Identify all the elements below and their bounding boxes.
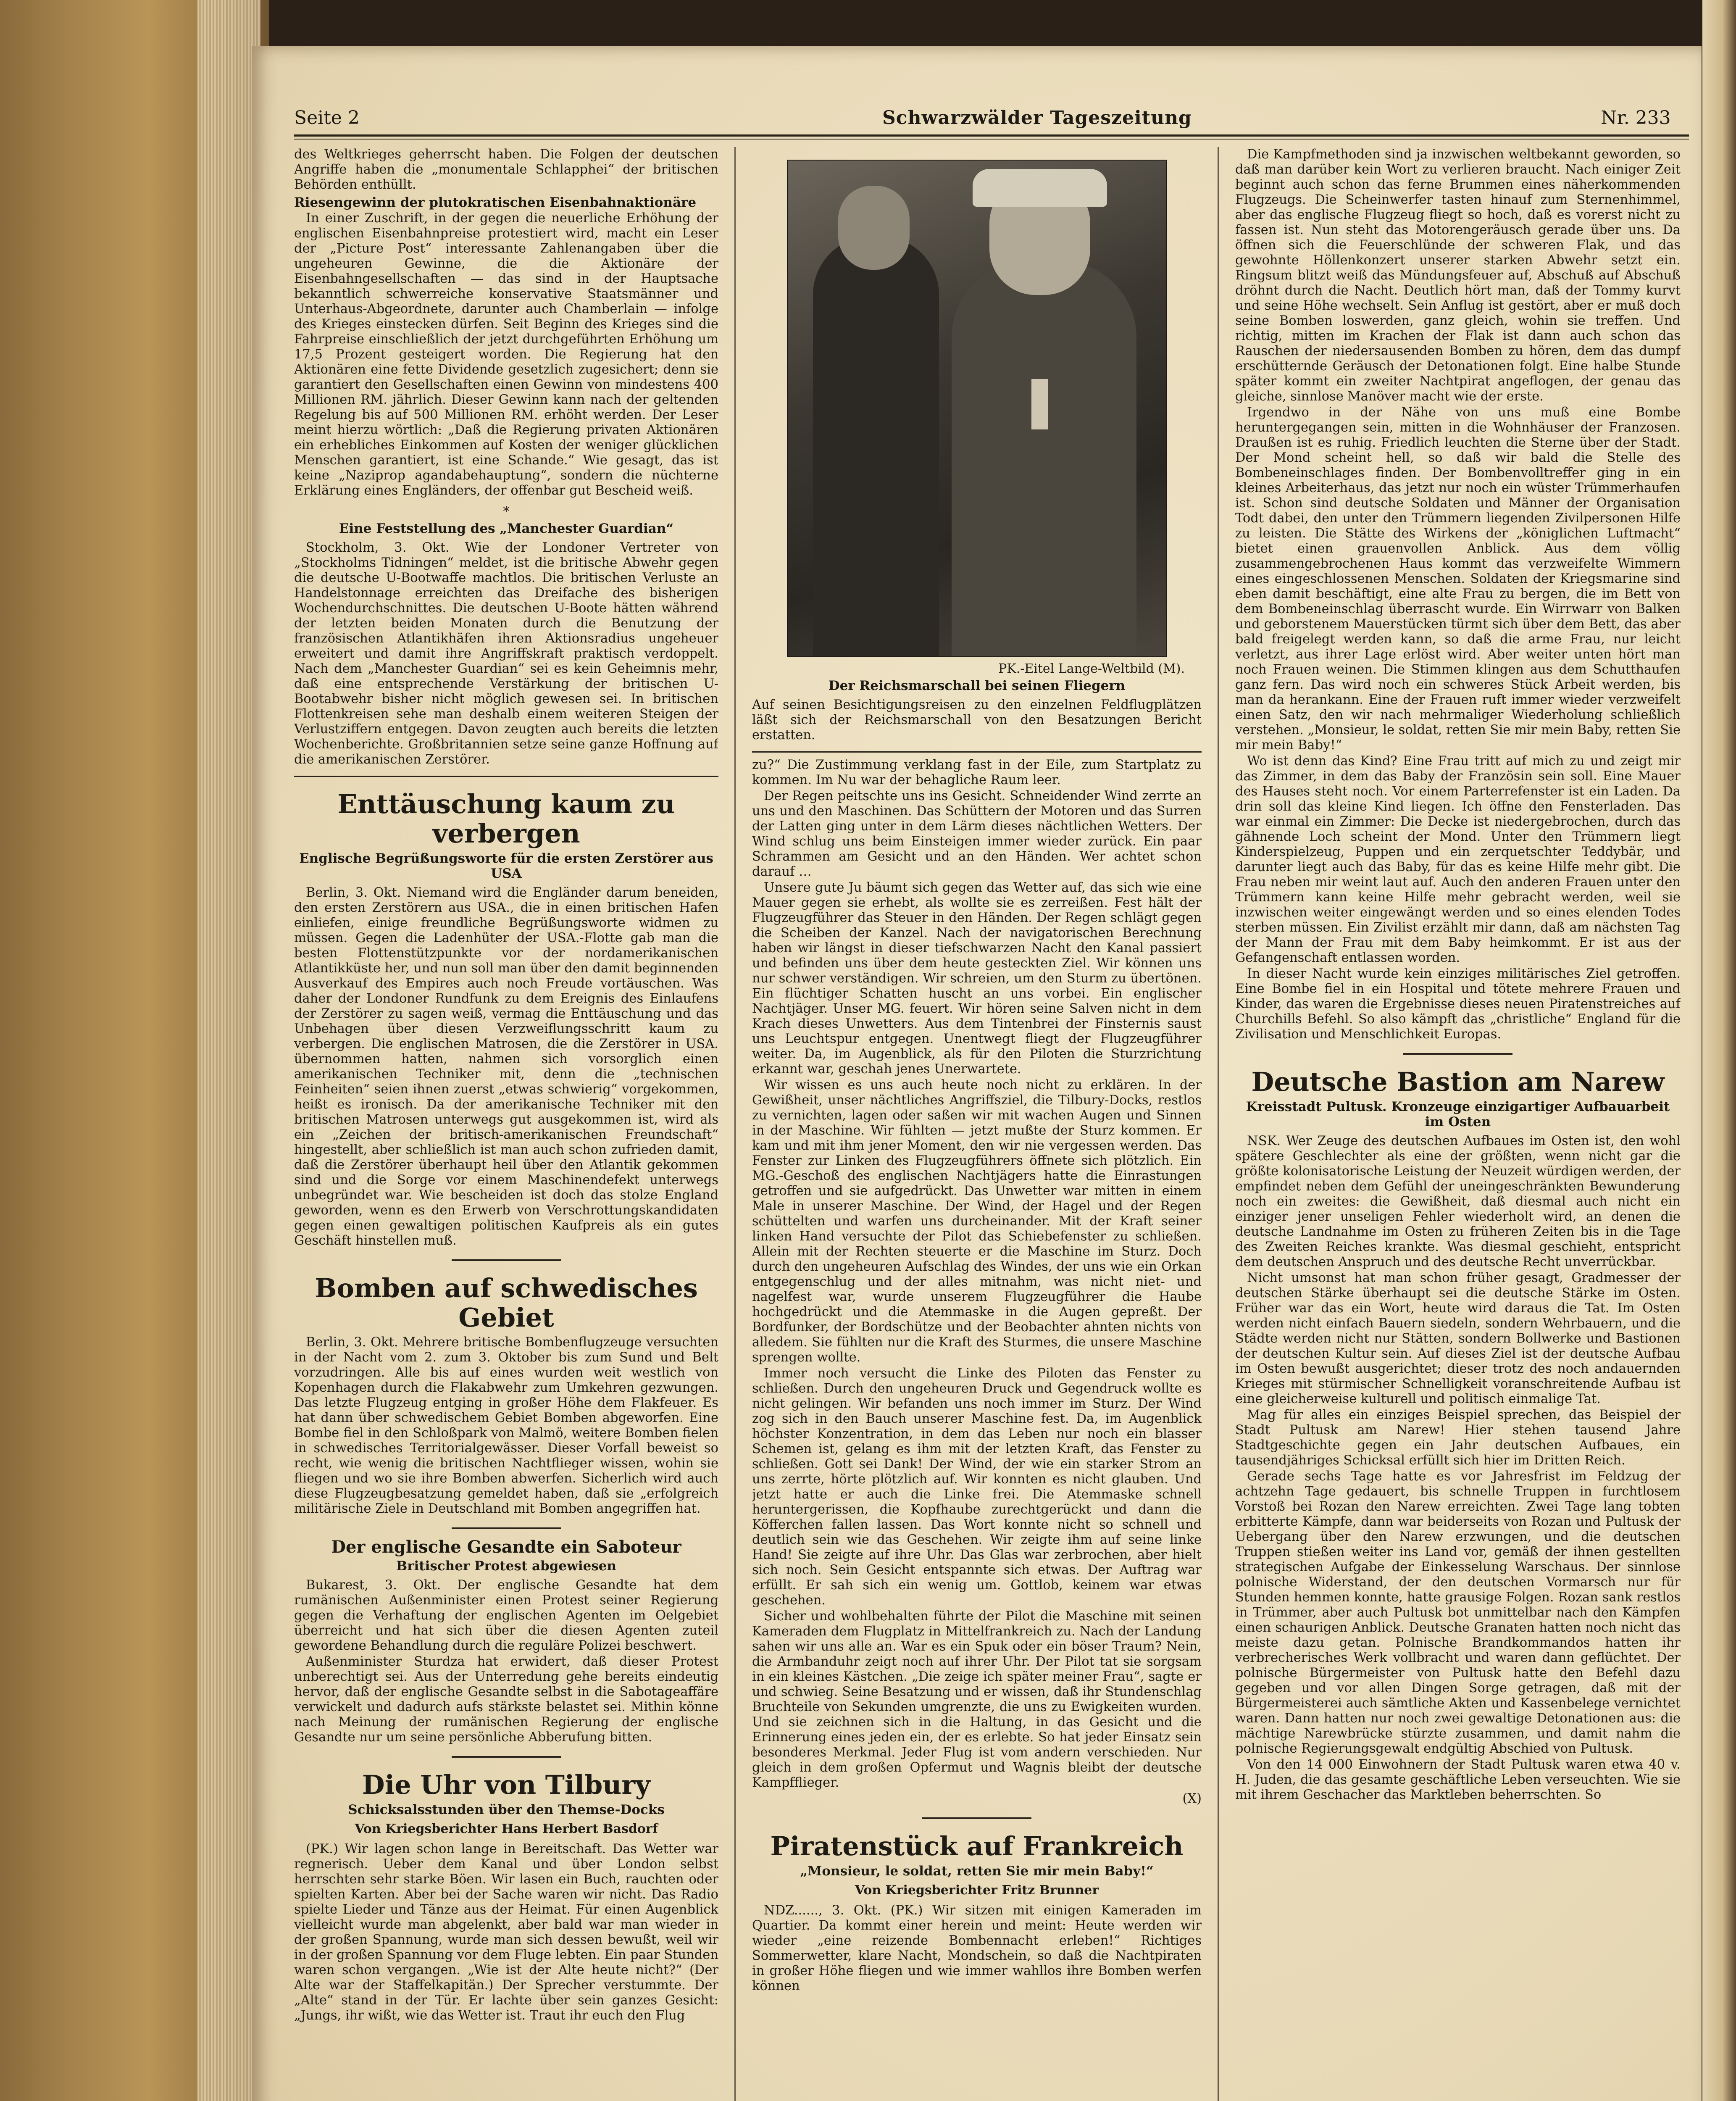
newspaper-title: Schwarzwälder Tageszeitung: [882, 107, 1192, 129]
article-text: Der Regen peitschte uns ins Gesicht. Schneidender Wind zerrte an uns und den Maschinen. Das Schüttern der Motoren und das Surren der Latten ging unter in dem Lärm dieses nächtlichen Wetters. Der Wind schlug uns beim Einsteigen immer wieder zurück. Ein paar Schrammen am Gesicht und an den Händen. Wer achtet schon darauf …: [752, 789, 1202, 879]
article-rule: [452, 1259, 561, 1261]
author-mark: (X): [1182, 1791, 1202, 1806]
article-text: Immer noch versucht die Linke des Piloten das Fenster zu schließen. Durch den ungeheuren Druck und Gegendruck wollte es nicht gelingen. Wir befanden uns noch immer im Sturz. Der Wind zog sich in den Bauch unserer Maschine fest. Da, im Augenblick höchster Konzentration, in dem das Leben nur noch ein blasser Schemen ist, gelang es ihm mit der letzten Kraft, das Fenster zu schließen. Gott sei Dank! Der Wind, der wie ein starker Strom an uns zerrte, hörte plötzlich auf. Wir konnten es nicht glauben. Und jetzt hatte er auch die Linke frei. Die Atemmaske schnell heruntergerissen, die Kopfhaube zurechtgerückt und dann die Köfferchen fallen lassen. Das Wort konnte nicht so schnell und deutlich sein wie das Geschehen. Wir zeigte ihm auf seine linke Hand! Sie zeigte auf ihre Uhr. Das Glas war zerbrochen, aber hielt sich noch. Sein Gesicht entspannte sich etwas. Der Auftrag war erfüllt. Er sah sich ein wenig um. Gottlob, keinem war etwas geschehen.: [752, 1366, 1202, 1608]
article-text: (PK.) Wir lagen schon lange in Bereitschaft. Das Wetter war regnerisch. Ueber dem Kanal und über London selbst herrschten sehr starke Böen. Wir lasen ein Buch, rauchten oder spielten Karten. Aber bei der Sache waren wir nicht. Das Radio spielte Lieder und Tänze aus der Heimat. Für einen Augenblick vielleicht wurde man abgelenkt, aber bald war man wieder in der großen Spannung, wurde man sich dessen bewußt, weil wir in der großen Spannung vor dem Fluge lebten. Ein paar Stunden waren schon vergangen. „Wie ist der Alte heute nicht?“ (Der Alte war der Staffelkapitän.) Der Sprecher verstummte. Der „Alte“ stand in der Tür. Er lachte über sein ganzes Gesicht: „Jungs, ihr wißt, wie das Wetter ist. Traut ihr euch den Flug: [294, 1842, 718, 2023]
column-middle: [752, 147, 1202, 2101]
article-rule: [452, 1756, 561, 1758]
column-divider: [1218, 147, 1219, 2101]
article-rule: [452, 1527, 561, 1529]
headline: Die Uhr von Tilbury: [362, 1769, 651, 1800]
article-text: In einer Zuschrift, in der gegen die neuerliche Erhöhung der englischen Eisenbahnpreise protestiert wird, macht ein Leser der „Picture Post“ interessante Zahlenangaben über die ungeheuren Gewinne, die die Aktionäre der Eisenbahngesellschaften — das sind in der Hauptsache bekanntlich schwerreiche konservative Staatsmänner und Unterhaus-Abgeordnete, darunter auch Chamberlain — infolge des Krieges einstecken dürfen. Seit Beginn des Krieges sind die Fahrpreise einschließlich der jetzt durchgeführten Erhöhung um 17,5 Prozent gesteigert worden. Die Regierung hat den Aktionären eine fette Dividende gesetzlich zugesichert; denn sie garantiert den Gesellschaften einen Gewinn von mindestens 400 Millionen RM. jährlich. Dieser Gewinn kann nach der geltenden Regelung bis auf 500 Millionen RM. erhöht werden. Der Leser meint hierzu wörtlich: „Daß die Regierung privaten Aktionären ein erhebliches Einkommen auf Kosten der weniger glücklichen Menschen garantiert, ist eine Schande.“ Wie gesagt, das ist keine „Naziprop agandabehauptung“, sondern die nüchterne Erklärung eines Engländers, der offenbar gut Bescheid weiß.: [294, 211, 718, 498]
headline: Deutsche Bastion am Narew: [1251, 1066, 1665, 1097]
article-text: Wo ist denn das Kind? Eine Frau tritt auf mich zu und zeigt mir das Zimmer, in dem das Baby der Französin sein soll. Eine Mauer des Hauses steht noch. Vor einem Parterrefenster ist ein Laden. Da drin soll das kleine Kind liegen. Ich öffne den Fensterladen. Das war einmal ein Zimmer: Die Decke ist niedergebrochen, durch das gähnende Loch scheint der Mond. Unter den Trümmern liegt Kinderspielzeug, Puppen und ein zerquetschter Teddybär, und darunter liegt auch das Baby, für das es keine Hilfe mehr gibt. Die Frau neben mir weint laut auf. Auch den anderen Frauen unter den Trümmern kann keine Hilfe mehr gebracht werden, weil sie inzwischen weiter eingewängt werden und so eines elenden Todes sterben müssen. Ein Zivilist erzählt mir dann, daß am nächsten Tag der Mann der Frau mit dem Baby heimkommt. Er ist aus der Gefangenschaft entlassen worden.: [1235, 754, 1681, 965]
subheading: Riesengewinn der plutokratischen Eisenbahnaktionäre: [294, 195, 697, 210]
headline: Piratenstück auf Frankreich: [770, 1831, 1184, 1861]
article-text: des Weltkrieges geherrscht haben. Die Folgen der deutschen Angriffe haben die „monumentale Schlapphei“ der britischen Behörden enthüllt.: [294, 147, 718, 192]
page-number: Seite 2: [294, 107, 360, 129]
article-text: zu?“ Die Zustimmung verklang fast in der Eile, zum Startplatz zu kommen. Im Nu war der behagliche Raum leer.: [752, 758, 1202, 787]
subheadline: Kreisstadt Pultusk. Kronzeuge einzigartiger Aufbauarbeit im Osten: [1246, 1099, 1670, 1129]
article-text: NDZ......, 3. Okt. (PK.) Wir sitzen mit einigen Kameraden im Quartier. Da kommt einer herein und meint: Heute werden wir wieder „eine reizende Bombennacht erleben!“ Richtiges Sommerwetter, klare Nacht, Mondschein, so daß die Nachtpiraten in großer Höhe fliegen und wie immer wahllos ihre Bomben werfen können: [752, 1903, 1202, 1993]
subheading: Eine Feststellung des „Manchester Guardian“: [339, 521, 674, 536]
article-text: NSK. Wer Zeuge des deutschen Aufbaues im Osten ist, den wohl spätere Geschlechter als eine der größten, wenn nicht gar die größte kolonisatorische Leistung der Neuzeit würdigen werden, der empfindet neben dem Gefühl der uneingeschränkten Bewunderung noch ein zweites: die Gewißheit, daß diesmal auch nicht ein einziger jener unseligen Fehler wiederholt wird, an denen die deutsche Landnahme im Osten zu früheren Zeiten bis in die Tage des Zweiten Reiches krankte. Was diesmal geschieht, entspricht dem deutschen Anspruch und des deutsche Recht unverrückbar.: [1235, 1134, 1681, 1269]
photo-figure-soldier: [813, 236, 939, 656]
photo-figure-head: [838, 186, 910, 270]
photo-cap: [973, 169, 1107, 207]
headline: Bomben auf schwedisches Gebiet: [315, 1273, 698, 1333]
byline: Von Kriegsberichter Fritz Brunner: [855, 1883, 1099, 1898]
article-text: Die Kampfmethoden sind ja inzwischen weltbekannt geworden, so daß man darüber kein Wort zu verlieren braucht. Nach einiger Zeit beginnt auch schon das ferne Brummen eines näherkommenden Flugzeugs. Die Scheinwerfer tasten hinauf zum Sternenhimmel, aber das englische Flugzeug fliegt so hoch, daß es vorerst nicht zu fassen ist. Nun steht das Motorengeräusch gerade über uns. Da öffnen sich die Feuerschlünde der schweren Flak, und das gewohnte Höllenkonzert unserer starken Abwehr setzt ein. Ringsum blitzt weiß das Mündungsfeuer auf, Abschuß auf Abschuß dröhnt durch die Nacht. Deutlich hört man, daß der Tommy kurvt und seine Höhe wechselt. Sein Anflug ist gestört, aber er muß doch seine Bomben loswerden, ganz gleich, wohin sie treffen. Und richtig, mitten im Krachen der Flak ist dann auch schon das Rauschen der niedersausenden Bomben zu hören, dem das dumpf erschütternde Geräusch der Detonationen folgt. Eine halbe Stunde später kommt ein zweiter Nachtpirat angeflogen, der genau das gleiche, sinnlose Manöver macht wie der erste.: [1235, 147, 1681, 404]
column-right: [1235, 147, 1681, 2101]
photo-medal: [1031, 379, 1048, 429]
article-text: Nicht umsonst hat man schon früher gesagt, Gradmesser der deutschen Stärke überhaupt sei die deutsche Stärke im Osten. Früher war das ein Wort, heute wird daraus die Tat. Im Osten werden nicht einfach Bauern siedeln, sondern Wehrbauern, und die Städte werden nicht nur Stätten, sondern Bollwerke und Bastionen der deutschen Kultur sein. Auf dieses Ziel ist der deutsche Aufbau im Osten bewußt ausgerichtet; dieser trotz des noch andauernden Krieges mit stürmischer Schnelligkeit voranschreitende Aufbau ist eine gleicherweise kulturell und politisch einmalige Tat.: [1235, 1271, 1681, 1406]
article-text: Mag für alles ein einziges Beispiel sprechen, das Beispiel der Stadt Pultusk am Narew! Hier stehen tausend Jahre Stadtgeschichte gegen ein Jahr deutschen Aufbaues, ein tausendjähriges Schicksal erfüllt sich hier im Dritten Reich.: [1235, 1408, 1681, 1468]
article-text: Außenminister Sturdza hat erwidert, daß dieser Protest unberechtigt sei. Aus der Unterredung gehe bereits eindeutig hervor, daß der englische Gesandte selbst in die Sabotageaffäre verwickelt und dadurch aufs stärkste belastet sei. Mithin könne nach Meinung der rumänischen Regierung der englische Gesandte nur um seine persönliche Abberufung bitten.: [294, 1654, 718, 1745]
issue-number: Nr. 233: [1601, 107, 1671, 129]
news-photo: [787, 160, 1167, 657]
headline: Enttäuschung kaum zu verbergen: [337, 789, 675, 849]
article-text: Bukarest, 3. Okt. Der englische Gesandte hat dem rumänischen Außenminister einen Protest seiner Regierung gegen die Verhaftung der englischen Agenten im Oelgebiet überreicht und hat sich über die diesen Agenten zuteil gewordene Behandlung durch die reguläre Polizei beschwert.: [294, 1578, 718, 1653]
article-rule: [922, 1817, 1031, 1819]
separator-star: *: [503, 504, 510, 519]
article-rule: [1403, 1053, 1512, 1055]
photo-caption: Der Reichsmarschall bei seinen Fliegern: [828, 678, 1126, 693]
subheadline: Britischer Protest abgewiesen: [396, 1559, 617, 1574]
article-text: Unsere gute Ju bäumt sich gegen das Wetter auf, das sich wie eine Mauer gegen sie erhebt, als wollte sie es zerreißen. Fest hält der Flugzeugführer das Steuer in den Händen. Der Regen schlägt gegen die Scheiben der Kanzel. Nach der navigatorischen Berechnung haben wir längst in dieser tiefschwarzen Nacht den Kanal passiert und befinden uns über dem heute gesteckten Ziel. Wir können uns nur schwer verständigen. Wir schreien, um den Sturm zu übertönen. Ein flüchtiger Schatten huscht an uns vorbei. Ein englischer Nachtjäger. Unser MG. feuert. Wir hören seine Salven nicht in dem Krach dieses Unwetters. Aus dem Tintenbrei der Finsternis saust uns Leuchtspur entgegen. Unentwegt fliegt der Flugzeugführer weiter. Da, im Augenblick, als für den Piloten die Sturzrichtung erkannt war, geschah jenes Unerwartete.: [752, 880, 1202, 1077]
article-text: In dieser Nacht wurde kein einziges militärisches Ziel getroffen. Eine Bombe fiel in ein Hospital und tötete mehrere Frauen und Kinder, das waren die Ergebnisse dieses neuen Piratenstreiches auf Churchills Befehl. So also kämpft das „christliche“ England für die Zivilisation und Menschlichkeit Europas.: [1235, 966, 1681, 1042]
article-text: Wir wissen es uns auch heute noch nicht zu erklären. In der Gewißheit, unser nächtliches Angriffsziel, die Tilbury-Docks, restlos zu vernichten, lagen oder saßen wir mit wachen Augen und Sinnen in der Maschine. Wir fühlten — jetzt mußte der Sturz kommen. Er kam und mit ihm jener Moment, den wir nie vergessen werden. Das Fenster zur Linken des Flugzeugführers öffnete sich plötzlich. Ein MG.-Geschoß des englischen Nachtjägers hatte die Einrastungen getroffen und sie aufgedrückt. Das Unwetter war mitten in einem Male in unserer Maschine. Der Wind, der Hagel und der Regen schüttelten und warfen uns durcheinander. Mit der Kraft seiner linken Hand versuchte der Pilot das Schiebefenster zu schließen. Allein mit der Rechten steuerte er die Maschine im Sturz. Doch durch den ungeheuren Aufschlag des Windes, der uns wie ein Orkan entgegenschlug und der alles mitnahm, was nicht niet- und nagelfest war, wurde unserem Flugzeugführer die Haube hochgedrückt und die Atemmaske in die Augen gepreßt. Der Bordfunker, der Bordschütze und der Beobachter ahnten nichts von alledem. Sie fühlten nur die Kraft des Sturmes, die unsere Maschine sprengen wollte.: [752, 1078, 1202, 1365]
article-text: Irgendwo in der Nähe von uns muß eine Bombe heruntergegangen sein, mitten in die Wohnhäuser der Franzosen. Draußen ist es ruhig. Friedlich leuchten die Sterne über der Stadt. Der Mond scheint hell, so daß wir bald die Stelle des Bombeneinschlages finden. Der Bombenvolltreffer ging in ein kleines Arbeiterhaus, das jetzt nur noch ein wüster Trümmerhaufen ist. Schon sind deutsche Soldaten und Männer der Organisation Todt dabei, den unter den Trümmern liegenden Zivilpersonen Hilfe zu leisten. Die Stätte des Wirkens der „königlichen Luftmacht“ bietet einen grauenvollen Anblick. Aus dem völlig zusammengebrochenen Haus kommt das verzweifelte Wimmern eines eingeschlossenen Menschen. Soldaten der Kriegsmarine sind eben damit beschäftigt, eine alte Frau zu bergen, die im Bett von dem Bombeneinschlag überrascht wurde. Ein Wirrwarr von Balken und geborstenem Mauerstücken türmt sich über dem Bett, das aber bald freigelegt werden kann, so daß die arme Frau, nur leicht verletzt, aus ihrer Lage erlöst wird. Aber weiter unten hört man noch Frauen weinen. Die Stimmen klingen aus dem Schutthaufen ganz fern. Das wird noch ein schweres Stück Arbeit werden, bis man da herankann. Eine der Frauen ruft immer wieder verzweifelt einen Satz, den wir nach mehrmaliger Wiederholung schließlich verstehen. „Monsieur, le soldat, retten Sie mir mein Baby, retten Sie mir mein Baby!“: [1235, 405, 1681, 753]
header-rule: [294, 134, 1689, 137]
column-left: [294, 147, 718, 2101]
column-divider: [734, 147, 736, 2101]
article-rule: [294, 776, 718, 777]
article-text: Sicher und wohlbehalten führte der Pilot die Maschine mit seinen Kameraden dem Flugplatz in Mittelfrankreich zu. Nach der Landung sahen wir uns alle an. War es ein Spuk oder ein böser Traum? Nein, die Armbanduhr zeigt noch auf ihrer Uhr. Der Pilot tat sie sorgsam in ein kleines Kästchen. „Die zeige ich später meiner Frau“, sagte er und schwieg. Seine Besatzung und er wissen, daß ihr Stundenschlag Bruchteile von Sekunden umgrenzte, die uns zu Ewigkeiten wurden. Und sie zeichnen sich in die Haltung, in das Gesicht und die Erinnerung eines jeden ein, der es erlebte. So hat jeder Einsatz sein besonderes Merkmal. Jeder Flug ist vom andern verschieden. Nur gleich in dem großen Opfermut und Wagnis bleibt der deutsche Kampfflieger.: [752, 1609, 1202, 1790]
article-text: Von den 14 000 Einwohnern der Stadt Pultusk waren etwa 40 v. H. Juden, die das gesamte geschäftliche Leben verseuchten. Wie sie mit ihrem Geschacher das Marktleben beherrschten. So: [1235, 1757, 1681, 1802]
right-page-edge: [1702, 0, 1736, 2101]
article-text: Gerade sechs Tage hatte es vor Jahresfrist im Feldzug der achtzehn Tage gedauert, bis schnelle Truppen in furchtlosem Vorstoß bei Rozan den Narew erreichten. Zwei Tage lang tobten erbitterte Kämpfe, dann war beiderseits von Rozan und Pultusk der Uebergang über den Narew erzwungen, und die deutschen Truppen stießen weiter ins Land vor, gemäß der ihnen gestellten strategischen Aufgabe der Einkesselung Warschaus. Der sinnlose polnische Widerstand, der den deutschen Vormarsch nur für Stunden hemmen konnte, hatte grausige Folgen. Rozan sank restlos in Trümmer, aber auch Pultusk bot unmittelbar nach den Kämpfen einen schaurigen Anblick. Deutsche Granaten hatten noch nicht das meiste dazu getan. Polnische Brandkommandos hatten ihr verbrecherisches Werk vollbracht und waren dann geflüchtet. Der polnische Bürgermeister von Pultusk hatte den Befehl dazu gegeben und vor allen Dingen Sorge getragen, daß mit der Bürgermeisterei auch sämtliche Akten und Kassenbelege vernichtet waren. Dann hatten nur noch zwei gewaltige Detonationen aus: die mächtige Narewbrücke stürzte zusammen, und damit nahm die polnische Regierungsgewalt endgültig Abschied von Pultusk.: [1235, 1469, 1681, 1756]
header-rule-thin: [294, 139, 1689, 140]
article-rule: [752, 751, 1202, 753]
subheadline: „Monsieur, le soldat, retten Sie mir mein Baby!“: [800, 1864, 1154, 1879]
photo-credit: PK.-Eitel Lange-Weltbild (M).: [998, 661, 1185, 676]
article-text: Berlin, 3. Okt. Mehrere britische Bombenflugzeuge versuchten in der Nacht vom 2. zum 3. Oktober bis zum Sund und Belt vorzudringen. Alle bis auf eines wurden weit westlich von Kopenhagen durch die Flakabwehr zum Umkehren gezwungen. Das letzte Flugzeug entging in großer Höhe dem Flakfeuer. Es hat dann über schwedischem Gebiet Bomben abgeworfen. Eine Bombe fiel in den Schloßpark von Malmö, weitere Bomben fielen in schwedisches Territorialgewässer. Dieser Vorfall beweist so recht, wie wenig die britischen Nachtflieger wissen, wohin sie fliegen und wo sie ihre Bomben abwerfen. Sicherlich wird auch diese Flugzeugbesatzung gemeldet haben, daß sie „erfolgreich militärische Ziele in Deutschland mit Bomben angegriffen hat.: [294, 1335, 718, 1516]
subheadline: Englische Begrüßungsworte für die ersten Zerstörer aus USA: [299, 851, 713, 881]
photo-figure-officer: [952, 261, 1136, 656]
article-text: Stockholm, 3. Okt. Wie der Londoner Vertreter von „Stockholms Tidningen“ meldet, ist die britische Abwehr gegen die deutsche U-Bootwaffe machtlos. Die britischen Verluste an Handelstonnage erreichten das Dreifache des bisherigen Wochendurchschnittes. Die deutschen U-Boote hätten während der letzten beiden Monaten durch die Benutzung der französischen Atlantikhäfen ihren Aktionsradius ungeheuer erweitert und damit ihre Angriffskraft praktisch verdoppelt. Nach dem „Manchester Guardian“ sei es kein Geheimnis mehr, daß eine entsprechende Verstärkung der britischen U-Bootabwehr bisher nicht möglich gewesen sei. In britischen Flottenkreisen sehe man deshalb einem weiteren Steigen der Verlustziffern entgegen. Davon zeugten auch bereits die letzten Wochenberichte. Großbritannien setze seine ganze Hoffnung auf die amerikanischen Zerstörer.: [294, 540, 718, 767]
byline: Von Kriegsberichter Hans Herbert Basdorf: [355, 1822, 658, 1836]
article-text: Berlin, 3. Okt. Niemand wird die Engländer darum beneiden, den ersten Zerstörern aus USA., die in einen britischen Hafen einliefen, einige freundliche Begrüßungsworte widmen zu müssen. Gegen die Ladenhüter der USA.-Flotte gab man die besten Flottenstützpunkte vor der nordamerikanischen Atlantikküste her, und nun soll man über den damit beginnenden Ausverkauf des Empires auch noch Freude vortäuschen. Was daher der Londoner Rundfunk zu dem Ereignis des Einlaufens der Zerstörer zu sagen weiß, vermag die Enttäuschung und das Unbehagen über diesen Verzweiflungsschritt kaum zu verbergen. Die englischen Matrosen, die die Zerstörer in USA. übernommen hatten, nahmen sich vorsorglich einen amerikanischen Techniker mit, denn die „technischen Feinheiten“ seien ihnen zuerst „etwas schwierig“ vorgekommen, heißt es ironisch. Da der amerikanische Techniker mit den britischen Matrosen unterwegs gut ausgekommen ist, wird als ein „Zeichen der britisch-amerikanischen Freundschaft“ hingestellt, aber schließlich ist man auch schon zufrieden damit, daß die Zerstörer überhaupt heil über den Atlantik gekommen sind und die Sorge vor einem Maschinendefekt unterwegs unbegründet war. Wie bescheiden ist doch das stolze England geworden, wenn es den Erwerb von Verschrottungskandidaten gegen einen gewaltigen politischen Kaufpreis als ein gutes Geschäft hinstellen muß.: [294, 885, 718, 1248]
page-edges: [197, 0, 260, 2101]
subheadline: Schicksalsstunden über den Themse-Docks: [348, 1802, 665, 1817]
photo-subcaption: Auf seinen Besichtigungsreisen zu den einzelnen Feldflugplätzen läßt sich der Reichsmarschall von den Besatzungen Bericht erstatten.: [752, 698, 1202, 742]
headline: Der englische Gesandte ein Saboteur: [331, 1537, 681, 1557]
